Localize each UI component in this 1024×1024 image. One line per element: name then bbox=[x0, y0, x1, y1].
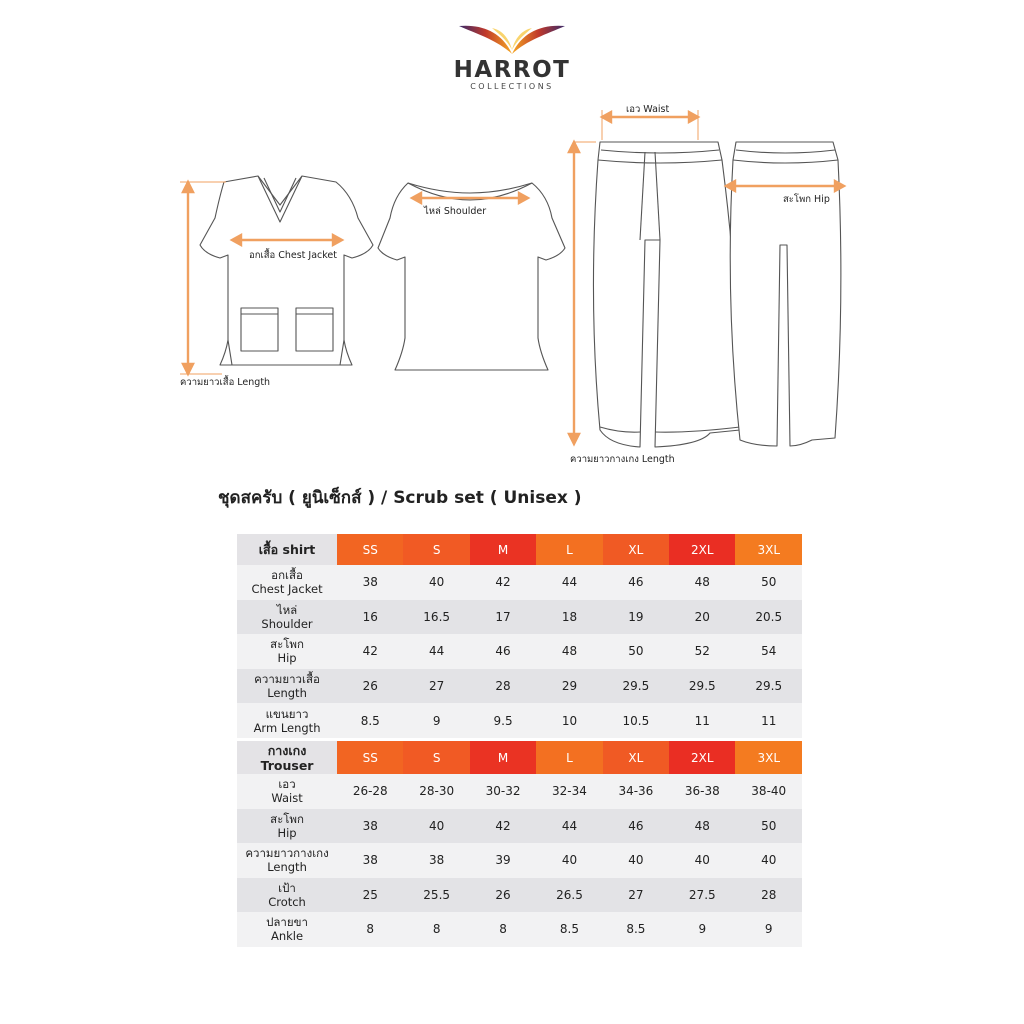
trouser-size-table bbox=[237, 741, 802, 947]
table-cell: 38-40 bbox=[735, 774, 802, 809]
table-cell: 9.5 bbox=[470, 703, 536, 738]
size-header-cell: 2XL bbox=[669, 534, 735, 565]
table-row bbox=[237, 634, 802, 669]
table-cell: 27 bbox=[603, 878, 669, 913]
table-cell: 44 bbox=[536, 565, 602, 600]
table-cell: 26.5 bbox=[536, 878, 602, 913]
table-cell: 10 bbox=[536, 703, 602, 738]
table-cell: 26 bbox=[337, 669, 403, 704]
size-header-cell: L bbox=[536, 534, 602, 565]
trouser-length-measure-label: ความยาวกางเกง Length bbox=[570, 454, 675, 465]
table-cell: 26-28 bbox=[337, 774, 403, 809]
table-row bbox=[237, 565, 802, 600]
size-header-cell: SS bbox=[337, 534, 403, 565]
row-label-en: Crotch bbox=[268, 894, 306, 909]
size-header-cell: 2XL bbox=[669, 741, 735, 774]
size-header-cell: XL bbox=[603, 534, 669, 565]
table-cell: 25 bbox=[337, 878, 403, 913]
table-cell: 27.5 bbox=[669, 878, 735, 913]
table-cell: 38 bbox=[403, 843, 469, 878]
table-cell: 50 bbox=[735, 565, 802, 600]
trouser-header-row bbox=[237, 741, 802, 774]
shirt-header-row bbox=[237, 534, 802, 565]
table-cell: 48 bbox=[669, 809, 735, 844]
row-label-en: Hip bbox=[277, 825, 297, 840]
size-header-cell: L bbox=[536, 741, 602, 774]
table-row bbox=[237, 878, 802, 913]
table-cell: 39 bbox=[470, 843, 536, 878]
table-cell: 48 bbox=[669, 565, 735, 600]
shoulder-measure-label: ไหล่ Shoulder bbox=[424, 206, 487, 217]
row-label-en: Chest Jacket bbox=[251, 582, 323, 597]
size-header-cell: M bbox=[470, 741, 536, 774]
table-cell: 8.5 bbox=[536, 912, 602, 947]
table-cell: 54 bbox=[735, 634, 802, 669]
table-cell: 50 bbox=[603, 634, 669, 669]
table-cell: 42 bbox=[337, 634, 403, 669]
waist-measure-label: เอว Waist bbox=[626, 104, 670, 115]
table-cell: 8 bbox=[403, 912, 469, 947]
trouser-row-label bbox=[237, 878, 337, 913]
table-cell: 44 bbox=[403, 634, 469, 669]
row-label-en: Waist bbox=[271, 791, 303, 806]
row-label-th: ปลายขา bbox=[266, 915, 308, 930]
row-label-en: Ankle bbox=[270, 929, 304, 944]
row-label-en: Hip bbox=[277, 651, 297, 666]
table-cell: 19 bbox=[603, 600, 669, 635]
size-header-cell: S bbox=[403, 741, 469, 774]
row-label-th: ความยาวเสื้อ bbox=[254, 672, 320, 687]
table-cell: 18 bbox=[536, 600, 602, 635]
table-cell: 28 bbox=[735, 878, 802, 913]
row-label-th: เอว bbox=[278, 777, 296, 792]
table-cell: 11 bbox=[669, 703, 735, 738]
table-cell: 29.5 bbox=[735, 669, 802, 704]
size-header-cell: M bbox=[470, 534, 536, 565]
table-row bbox=[237, 703, 802, 738]
table-cell: 8 bbox=[470, 912, 536, 947]
size-header-cell: SS bbox=[337, 741, 403, 774]
table-cell: 38 bbox=[337, 809, 403, 844]
trousers-back-drawing bbox=[730, 142, 841, 446]
table-cell: 28 bbox=[470, 669, 536, 704]
shirt-front-drawing bbox=[200, 176, 373, 365]
size-header-cell: 3XL bbox=[735, 534, 802, 565]
trousers-front-drawing bbox=[593, 142, 740, 447]
table-cell: 10.5 bbox=[603, 703, 669, 738]
row-label-th: ความยาวกางเกง bbox=[245, 846, 329, 861]
trouser-row-label bbox=[237, 843, 337, 878]
table-cell: 36-38 bbox=[669, 774, 735, 809]
row-label-en: Length bbox=[267, 686, 307, 701]
table-cell: 8.5 bbox=[337, 703, 403, 738]
table-cell: 32-34 bbox=[536, 774, 602, 809]
table-cell: 9 bbox=[403, 703, 469, 738]
table-cell: 38 bbox=[337, 843, 403, 878]
shirt-header-label: เสื้อ shirt bbox=[237, 534, 337, 565]
shirt-row-label bbox=[237, 703, 337, 738]
shirt-row-label bbox=[237, 565, 337, 600]
row-label-th: สะโพก bbox=[270, 811, 304, 826]
table-cell: 46 bbox=[603, 565, 669, 600]
table-cell: 11 bbox=[735, 703, 802, 738]
table-row bbox=[237, 774, 802, 809]
row-label-en: Shoulder bbox=[261, 616, 313, 631]
table-cell: 25.5 bbox=[403, 878, 469, 913]
trouser-row-label bbox=[237, 809, 337, 844]
table-cell: 16.5 bbox=[403, 600, 469, 635]
brand-subtitle: COLLECTIONS bbox=[470, 82, 554, 91]
table-cell: 40 bbox=[603, 843, 669, 878]
table-row bbox=[237, 809, 802, 844]
table-cell: 46 bbox=[470, 634, 536, 669]
table-cell: 44 bbox=[536, 809, 602, 844]
table-cell: 42 bbox=[470, 565, 536, 600]
table-row bbox=[237, 600, 802, 635]
row-label-en: Length bbox=[267, 860, 307, 875]
table-cell: 52 bbox=[669, 634, 735, 669]
trouser-row-label bbox=[237, 912, 337, 947]
table-cell: 28-30 bbox=[403, 774, 469, 809]
page-title: ชุดสครับ ( ยูนิเซ็กส์ ) / Scrub set ( Unisex ) bbox=[218, 488, 582, 508]
table-cell: 8.5 bbox=[603, 912, 669, 947]
trouser-header-label bbox=[237, 741, 337, 774]
table-cell: 40 bbox=[669, 843, 735, 878]
brand-name: HARROT bbox=[453, 57, 571, 83]
row-label-th: สะโพก bbox=[270, 637, 304, 652]
table-cell: 29.5 bbox=[669, 669, 735, 704]
table-row bbox=[237, 912, 802, 947]
shirt-length-measure-label: ความยาวเสื้อ Length bbox=[180, 377, 271, 388]
row-label-th: อกเสื้อ bbox=[271, 568, 303, 583]
table-cell: 29.5 bbox=[603, 669, 669, 704]
table-cell: 29 bbox=[536, 669, 602, 704]
chest-measure-label: อกเสื้อ Chest Jacket bbox=[249, 250, 338, 261]
table-cell: 50 bbox=[735, 809, 802, 844]
row-label-en: Arm Length bbox=[253, 720, 321, 735]
table-cell: 16 bbox=[337, 600, 403, 635]
table-cell: 27 bbox=[403, 669, 469, 704]
table-cell: 34-36 bbox=[603, 774, 669, 809]
table-cell: 20.5 bbox=[735, 600, 802, 635]
shirt-row-label bbox=[237, 634, 337, 669]
table-cell: 20 bbox=[669, 600, 735, 635]
hip-measure-label: สะโพก Hip bbox=[783, 194, 830, 205]
table-cell: 46 bbox=[603, 809, 669, 844]
table-row bbox=[237, 669, 802, 704]
table-row bbox=[237, 843, 802, 878]
table-cell: 42 bbox=[470, 809, 536, 844]
table-cell: 26 bbox=[470, 878, 536, 913]
trouser-header-th: กางเกง bbox=[267, 742, 307, 758]
shirt-row-label bbox=[237, 669, 337, 704]
table-cell: 8 bbox=[337, 912, 403, 947]
size-header-cell: 3XL bbox=[735, 741, 802, 774]
size-header-cell: XL bbox=[603, 741, 669, 774]
table-cell: 40 bbox=[403, 565, 469, 600]
shirt-size-table bbox=[237, 534, 802, 738]
table-cell: 48 bbox=[536, 634, 602, 669]
shirt-row-label bbox=[237, 600, 337, 635]
row-label-th: แขนยาว bbox=[265, 706, 309, 721]
garment-illustrations bbox=[0, 0, 1024, 480]
table-cell: 30-32 bbox=[470, 774, 536, 809]
table-cell: 9 bbox=[735, 912, 802, 947]
row-label-th: เป้า bbox=[278, 880, 296, 895]
trouser-row-label bbox=[237, 774, 337, 809]
table-cell: 40 bbox=[735, 843, 802, 878]
table-cell: 40 bbox=[403, 809, 469, 844]
table-cell: 9 bbox=[669, 912, 735, 947]
trouser-header-en: Trouser bbox=[260, 757, 314, 773]
row-label-th: ไหล่ bbox=[276, 602, 298, 617]
table-cell: 40 bbox=[536, 843, 602, 878]
table-cell: 38 bbox=[337, 565, 403, 600]
table-cell: 17 bbox=[470, 600, 536, 635]
size-header-cell: S bbox=[403, 534, 469, 565]
